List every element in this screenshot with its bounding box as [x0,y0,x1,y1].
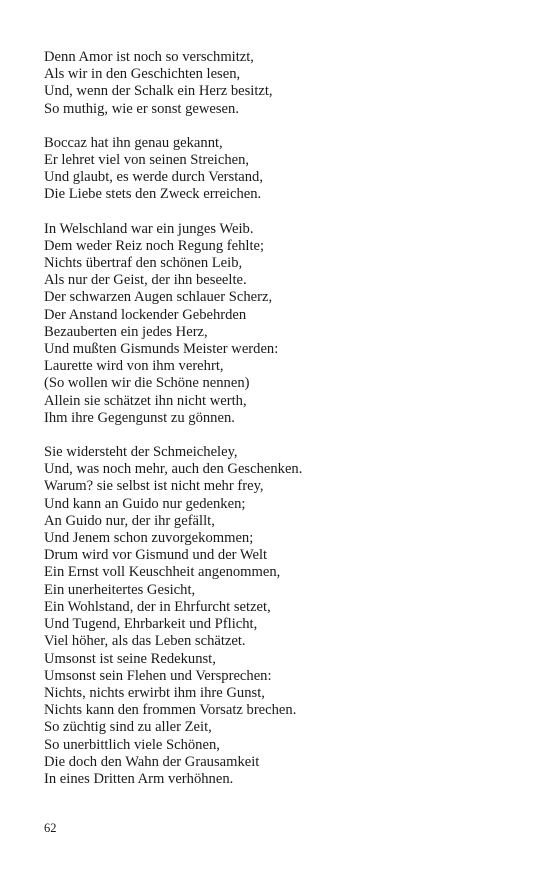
stanza-3 [44,221,514,427]
poem-line: Und, wenn der Schalk ein Herz besitzt, [44,83,273,100]
stanza-4 [44,444,514,788]
poem-line: Der schwarzen Augen schlauer Scherz, [44,289,273,306]
poem-line: Als wir in den Geschichten lesen, [44,66,241,83]
poem-line: (So wollen wir die Schöne nennen) [44,375,250,392]
stanza-2 [44,135,514,204]
poem-line: So züchtig sind zu aller Zeit, [44,719,212,736]
poem-line: Drum wird vor Gismund und der Welt [44,547,268,564]
poem-line: Denn Amor ist noch so verschmitzt, [44,49,254,65]
poem-line: Die doch den Wahn der Grausamkeit [44,753,260,770]
poem-line: Ein Wohlstand, der in Ehrfurcht setzet, [44,598,271,615]
poem-line: Und, was noch mehr, auch den Geschenken. [44,461,303,478]
poem-line: Und Tugend, Ehrbarkeit und Pflicht, [44,616,258,633]
poem-line: Umsonst sein Flehen und Versprechen: [44,667,272,684]
poem-line: So muthig, wie er sonst gewesen. [44,100,239,117]
poem-page [44,49,514,805]
poem-line: Bezauberten ein jedes Herz, [44,323,208,340]
poem-line: Als nur der Geist, der ihn beseelte. [44,272,247,289]
poem-line: Sie widersteht der Schmeicheley, [44,444,238,461]
poem-line: Und kann an Guido nur gedenken; [44,495,246,512]
poem-line: Er lehret viel von seinen Streichen, [44,152,250,169]
poem-line: Nichts kann den frommen Vorsatz brechen. [44,702,297,719]
poem-line: Und mußten Gismunds Meister werden: [44,341,279,358]
poem-line: Ein Ernst voll Keuschheit angenommen, [44,564,281,581]
poem-line: Warum? sie selbst ist nicht mehr frey, [44,478,264,495]
poem-line: Laurette wird von ihm verehrt, [44,358,224,375]
poem-line: Und Jenem schon zuvorgekommen; [44,530,254,547]
stanza-1 [44,49,514,118]
poem-line: In eines Dritten Arm verhöhnen. [44,770,234,787]
page-number: 62 [44,821,57,835]
poem-line: Und glaubt, es werde durch Verstand, [44,169,263,186]
poem-line: Nichts, nichts erwirbt ihm ihre Gunst, [44,684,265,701]
poem-line: Die Liebe stets den Zweck erreichen. [44,186,262,203]
poem-line: So unerbittlich viele Schönen, [44,736,220,753]
poem-line: Der Anstand lockender Gebehrden [44,306,247,323]
poem-line: Dem weder Reiz noch Regung fehlte; [44,237,265,254]
poem-line: In Welschland war ein junges Weib. [44,220,254,237]
poem-line: Allein sie schätzet ihn nicht werth, [44,392,247,409]
poem-line: Ein unerheitertes Gesicht, [44,581,196,598]
poem-line: An Guido nur, der ihr gefällt, [44,512,215,529]
poem-line: Ihm ihre Gegengunst zu gönnen. [44,409,235,426]
poem-line: Nichts übertraf den schönen Leib, [44,255,243,272]
poem-line: Umsonst ist seine Redekunst, [44,650,216,667]
poem-line: Viel höher, als das Leben schätzet. [44,633,246,650]
poem-line: Boccaz hat ihn genau gekannt, [44,134,223,151]
